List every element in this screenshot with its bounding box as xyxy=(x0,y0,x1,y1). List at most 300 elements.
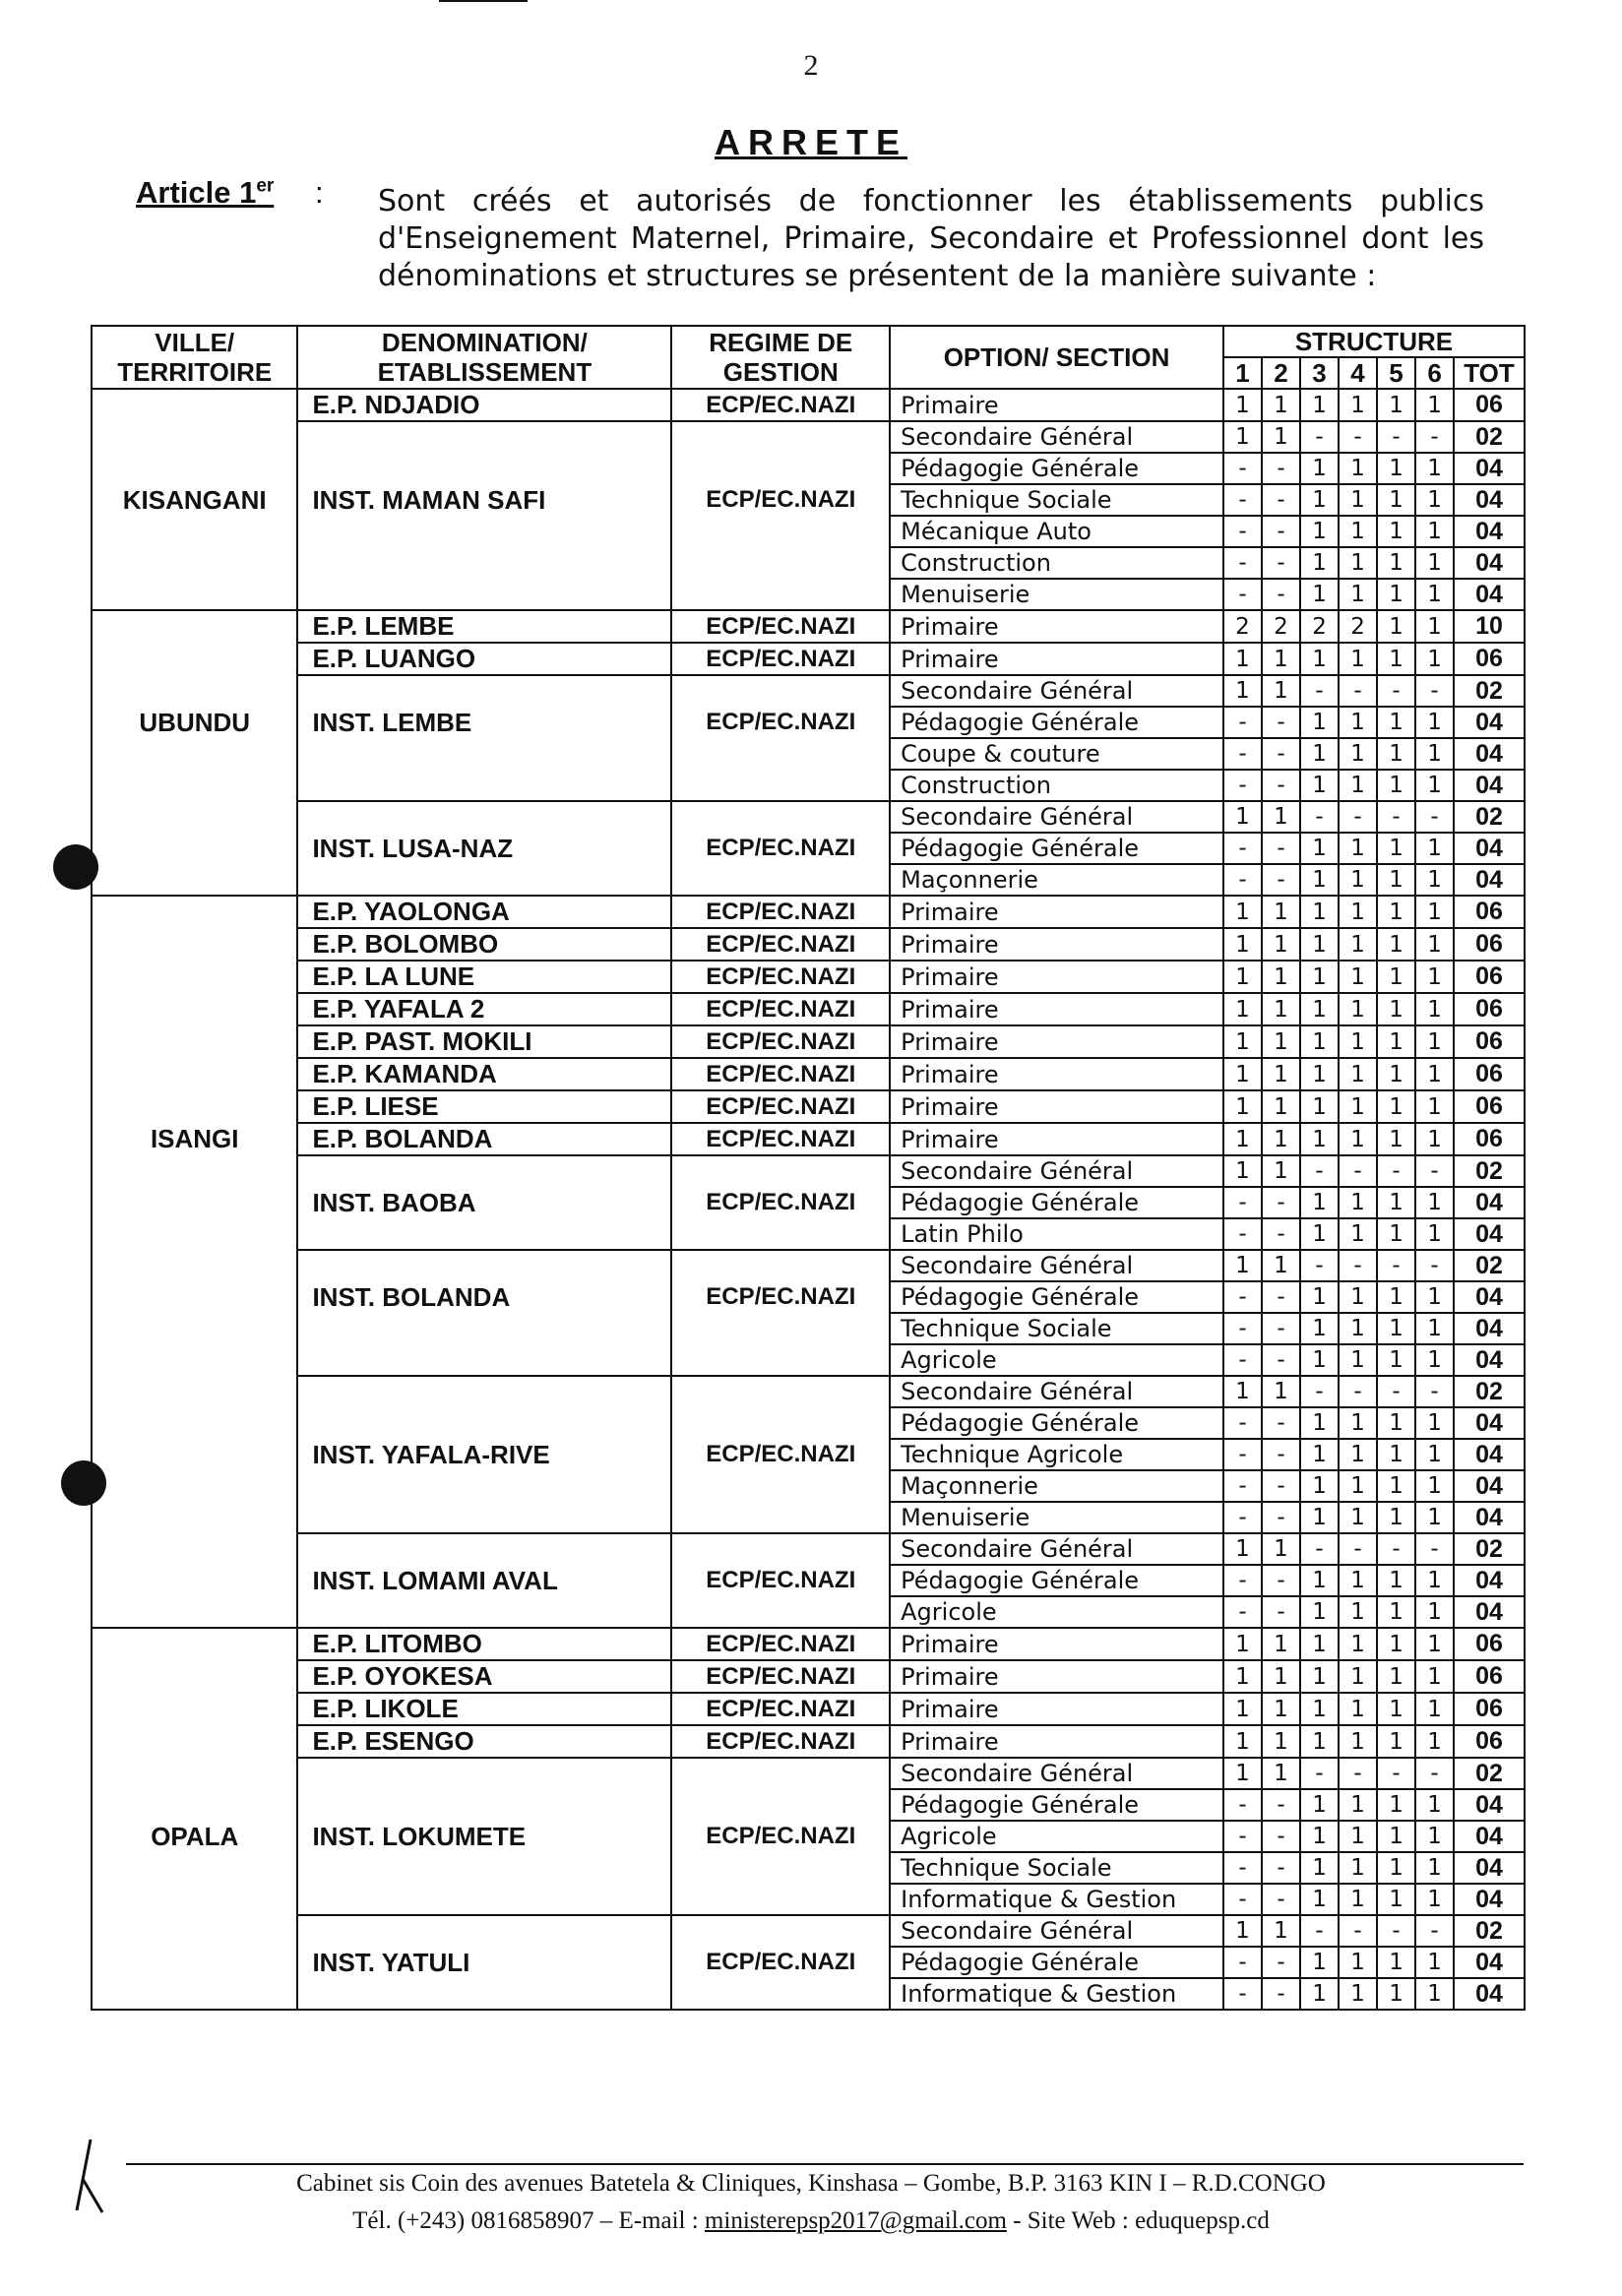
denomination-cell: E.P. YAOLONGA xyxy=(297,896,671,928)
structure-cell-3: - xyxy=(1300,1758,1339,1789)
option-cell: Pédagogie Générale xyxy=(890,453,1223,484)
structure-cell-4: - xyxy=(1339,1915,1377,1947)
option-cell: Secondaire Général xyxy=(890,1533,1223,1565)
structure-cell-6: 1 xyxy=(1415,1218,1454,1250)
table-row xyxy=(92,1250,1525,1281)
structure-cell-6: - xyxy=(1415,1758,1454,1789)
table-row xyxy=(92,928,1525,961)
ville-cell xyxy=(92,1025,297,1058)
structure-cell-3: 1 xyxy=(1300,1025,1339,1058)
structure-cell-1: 1 xyxy=(1223,1376,1262,1407)
denomination-cell xyxy=(297,1502,671,1533)
structure-cell-5: 1 xyxy=(1377,1187,1415,1218)
structure-cell-2: 1 xyxy=(1262,1025,1300,1058)
total-cell: 04 xyxy=(1454,1596,1525,1628)
total-cell: 04 xyxy=(1454,484,1525,516)
denomination-cell xyxy=(297,1218,671,1250)
regime-cell xyxy=(671,1376,890,1407)
structure-cell-4: 1 xyxy=(1339,1470,1377,1502)
ville-cell xyxy=(92,1502,297,1533)
ville-cell xyxy=(92,643,297,675)
regime-cell xyxy=(671,675,890,707)
table-row xyxy=(92,833,1525,864)
option-cell: Secondaire Général xyxy=(890,1758,1223,1789)
regime-cell xyxy=(671,770,890,801)
structure-cell-5: 1 xyxy=(1377,738,1415,770)
structure-cell-2: 1 xyxy=(1262,993,1300,1025)
structure-cell-5: 1 xyxy=(1377,1852,1415,1884)
structure-cell-6: 1 xyxy=(1415,833,1454,864)
total-cell: 02 xyxy=(1454,1758,1525,1789)
structure-cell-6: 1 xyxy=(1415,993,1454,1025)
structure-cell-1: - xyxy=(1223,453,1262,484)
table-row xyxy=(92,1470,1525,1502)
total-cell: 06 xyxy=(1454,389,1525,421)
table-row xyxy=(92,1821,1525,1852)
total-cell: 02 xyxy=(1454,421,1525,453)
table-row xyxy=(92,993,1525,1025)
option-cell: Pédagogie Générale xyxy=(890,1947,1223,1978)
regime-cell xyxy=(671,516,890,547)
structure-cell-6: 1 xyxy=(1415,1123,1454,1155)
option-cell: Maçonnerie xyxy=(890,864,1223,896)
structure-cell-5: 1 xyxy=(1377,579,1415,610)
structure-cell-4: 1 xyxy=(1339,1123,1377,1155)
total-cell: 04 xyxy=(1454,1281,1525,1313)
regime-cell: ECP/EC.NAZI xyxy=(671,1628,890,1660)
structure-cell-4: - xyxy=(1339,801,1377,833)
structure-cell-1: 1 xyxy=(1223,1123,1262,1155)
denomination-cell xyxy=(297,453,671,484)
structure-cell-6: 1 xyxy=(1415,1025,1454,1058)
structure-cell-2: - xyxy=(1262,516,1300,547)
structure-cell-6: 1 xyxy=(1415,1344,1454,1376)
structure-cell-5: 1 xyxy=(1377,833,1415,864)
structure-cell-6: 1 xyxy=(1415,1565,1454,1596)
regime-cell xyxy=(671,1533,890,1565)
total-cell: 04 xyxy=(1454,516,1525,547)
structure-cell-2: - xyxy=(1262,1187,1300,1218)
punch-hole xyxy=(61,1460,106,1506)
regime-cell: ECP/EC.NAZI xyxy=(671,993,890,1025)
total-cell: 06 xyxy=(1454,1628,1525,1660)
structure-cell-4: - xyxy=(1339,1758,1377,1789)
option-cell: Primaire xyxy=(890,1090,1223,1123)
total-cell: 04 xyxy=(1454,1821,1525,1852)
regime-cell: ECP/EC.NAZI xyxy=(671,896,890,928)
structure-cell-6: 1 xyxy=(1415,1439,1454,1470)
denomination-cell xyxy=(297,1407,671,1439)
structure-cell-3: 1 xyxy=(1300,1789,1339,1821)
regime-cell: ECP/EC.NAZI xyxy=(671,1821,890,1852)
denomination-cell xyxy=(297,801,671,833)
structure-cell-4: 1 xyxy=(1339,1281,1377,1313)
regime-cell: ECP/EC.NAZI xyxy=(671,1058,890,1090)
denomination-cell xyxy=(297,516,671,547)
denomination-cell: INST. YAFALA-RIVE xyxy=(297,1439,671,1470)
regime-cell xyxy=(671,738,890,770)
footer-address: Cabinet sis Coin des avenues Batetela & Cliniques, Kinshasa – Gombe, B.P. 3163 KIN I – R.D.CONGO xyxy=(296,2170,1326,2197)
structure-cell-2: - xyxy=(1262,1502,1300,1533)
total-cell: 02 xyxy=(1454,1155,1525,1187)
structure-cell-5: 1 xyxy=(1377,389,1415,421)
structure-cell-1: - xyxy=(1223,1281,1262,1313)
structure-cell-2: 1 xyxy=(1262,1155,1300,1187)
total-cell: 04 xyxy=(1454,1852,1525,1884)
option-cell: Menuiserie xyxy=(890,1502,1223,1533)
structure-cell-3: 1 xyxy=(1300,961,1339,993)
ville-cell xyxy=(92,961,297,993)
regime-cell xyxy=(671,1470,890,1502)
total-cell: 04 xyxy=(1454,1502,1525,1533)
structure-cell-4: 1 xyxy=(1339,833,1377,864)
structure-cell-1: 1 xyxy=(1223,961,1262,993)
structure-cell-3: 1 xyxy=(1300,484,1339,516)
structure-cell-5: 1 xyxy=(1377,1596,1415,1628)
ville-cell xyxy=(92,516,297,547)
option-cell: Primaire xyxy=(890,1693,1223,1725)
denomination-cell xyxy=(297,1470,671,1502)
structure-cell-6: 1 xyxy=(1415,1058,1454,1090)
structure-cell-6: 1 xyxy=(1415,643,1454,675)
total-cell: 02 xyxy=(1454,801,1525,833)
option-cell: Technique Agricole xyxy=(890,1439,1223,1470)
option-cell: Primaire xyxy=(890,896,1223,928)
structure-cell-2: 1 xyxy=(1262,801,1300,833)
structure-cell-2: 1 xyxy=(1262,961,1300,993)
ville-cell xyxy=(92,993,297,1025)
structure-cell-6: 1 xyxy=(1415,928,1454,961)
total-cell: 04 xyxy=(1454,1978,1525,2010)
structure-cell-4: 1 xyxy=(1339,1884,1377,1915)
option-cell: Informatique & Gestion xyxy=(890,1978,1223,2010)
structure-cell-5: 1 xyxy=(1377,1565,1415,1596)
structure-cell-2: - xyxy=(1262,1313,1300,1344)
structure-cell-5: 1 xyxy=(1377,1821,1415,1852)
structure-cell-6: 1 xyxy=(1415,610,1454,643)
structure-cell-6: 1 xyxy=(1415,770,1454,801)
structure-cell-2: - xyxy=(1262,1565,1300,1596)
denomination-cell: INST. BAOBA xyxy=(297,1187,671,1218)
structure-cell-5: 1 xyxy=(1377,707,1415,738)
option-cell: Pédagogie Générale xyxy=(890,833,1223,864)
structure-cell-2: - xyxy=(1262,864,1300,896)
structure-cell-3: 1 xyxy=(1300,1502,1339,1533)
header-c4: 4 xyxy=(1339,357,1377,389)
structure-cell-1: - xyxy=(1223,1470,1262,1502)
structure-cell-2: - xyxy=(1262,1470,1300,1502)
structure-cell-3: 1 xyxy=(1300,643,1339,675)
total-cell: 06 xyxy=(1454,961,1525,993)
regime-cell: ECP/EC.NAZI xyxy=(671,1025,890,1058)
denomination-cell xyxy=(297,1789,671,1821)
structure-cell-3: 1 xyxy=(1300,1058,1339,1090)
structure-cell-3: 1 xyxy=(1300,770,1339,801)
table-row xyxy=(92,1187,1525,1218)
regime-cell xyxy=(671,1596,890,1628)
structure-cell-3: 1 xyxy=(1300,738,1339,770)
structure-cell-6: - xyxy=(1415,801,1454,833)
establishments-table xyxy=(91,325,1526,2011)
structure-cell-5: - xyxy=(1377,801,1415,833)
structure-cell-4: 1 xyxy=(1339,389,1377,421)
total-cell: 02 xyxy=(1454,1376,1525,1407)
structure-cell-6: 1 xyxy=(1415,1978,1454,2010)
table-row xyxy=(92,547,1525,579)
table-header-row xyxy=(92,326,1525,357)
total-cell: 06 xyxy=(1454,1693,1525,1725)
option-cell: Primaire xyxy=(890,1628,1223,1660)
structure-cell-3: 1 xyxy=(1300,993,1339,1025)
total-cell: 02 xyxy=(1454,1915,1525,1947)
ville-cell: UBUNDU xyxy=(92,707,297,738)
structure-cell-2: - xyxy=(1262,1344,1300,1376)
structure-cell-6: 1 xyxy=(1415,1852,1454,1884)
header-regime: REGIME DE GESTION xyxy=(671,326,890,389)
option-cell: Pédagogie Générale xyxy=(890,1789,1223,1821)
structure-cell-4: 1 xyxy=(1339,1344,1377,1376)
table-row xyxy=(92,1789,1525,1821)
regime-cell: ECP/EC.NAZI xyxy=(671,1439,890,1470)
table-row xyxy=(92,1725,1525,1758)
structure-cell-6: - xyxy=(1415,1155,1454,1187)
option-cell: Construction xyxy=(890,547,1223,579)
table-row xyxy=(92,1058,1525,1090)
structure-cell-1: - xyxy=(1223,1407,1262,1439)
regime-cell xyxy=(671,1502,890,1533)
denomination-cell: E.P. PAST. MOKILI xyxy=(297,1025,671,1058)
ville-cell: ISANGI xyxy=(92,1123,297,1155)
table-row xyxy=(92,1660,1525,1693)
header-c6: 6 xyxy=(1415,357,1454,389)
structure-cell-1: - xyxy=(1223,864,1262,896)
structure-cell-2: 1 xyxy=(1262,675,1300,707)
table-row xyxy=(92,864,1525,896)
option-cell: Construction xyxy=(890,770,1223,801)
header-tot: TOT xyxy=(1454,357,1525,389)
structure-cell-3: - xyxy=(1300,801,1339,833)
structure-cell-6: 1 xyxy=(1415,707,1454,738)
ville-cell xyxy=(92,579,297,610)
top-mark xyxy=(439,0,528,2)
table-row xyxy=(92,896,1525,928)
regime-cell xyxy=(671,801,890,833)
regime-cell: ECP/EC.NAZI xyxy=(671,1693,890,1725)
ville-cell xyxy=(92,1789,297,1821)
table-row xyxy=(92,1025,1525,1058)
structure-cell-4: 1 xyxy=(1339,864,1377,896)
regime-cell xyxy=(671,864,890,896)
regime-cell: ECP/EC.NAZI xyxy=(671,961,890,993)
total-cell: 04 xyxy=(1454,1313,1525,1344)
ville-cell xyxy=(92,453,297,484)
structure-cell-5: 1 xyxy=(1377,1439,1415,1470)
denomination-cell xyxy=(297,1915,671,1947)
structure-cell-3: 1 xyxy=(1300,1470,1339,1502)
structure-cell-1: 1 xyxy=(1223,1058,1262,1090)
structure-cell-3: 1 xyxy=(1300,389,1339,421)
denomination-cell: E.P. YAFALA 2 xyxy=(297,993,671,1025)
structure-cell-3: - xyxy=(1300,675,1339,707)
total-cell: 04 xyxy=(1454,1439,1525,1470)
ville-cell xyxy=(92,1470,297,1502)
structure-cell-2: 1 xyxy=(1262,421,1300,453)
denomination-cell xyxy=(297,1596,671,1628)
regime-cell xyxy=(671,1155,890,1187)
structure-cell-1: - xyxy=(1223,770,1262,801)
structure-cell-1: - xyxy=(1223,516,1262,547)
regime-cell: ECP/EC.NAZI xyxy=(671,1090,890,1123)
ville-cell xyxy=(92,1596,297,1628)
structure-cell-2: - xyxy=(1262,1947,1300,1978)
regime-cell xyxy=(671,1852,890,1884)
total-cell: 04 xyxy=(1454,738,1525,770)
regime-cell xyxy=(671,1344,890,1376)
table-row xyxy=(92,516,1525,547)
table-row xyxy=(92,1502,1525,1533)
structure-cell-2: - xyxy=(1262,1407,1300,1439)
structure-cell-2: - xyxy=(1262,1789,1300,1821)
total-cell: 06 xyxy=(1454,1123,1525,1155)
denomination-cell: INST. BOLANDA xyxy=(297,1281,671,1313)
table-row xyxy=(92,1915,1525,1947)
option-cell: Primaire xyxy=(890,993,1223,1025)
structure-cell-4: - xyxy=(1339,421,1377,453)
table-row xyxy=(92,484,1525,516)
ville-cell xyxy=(92,1565,297,1596)
structure-cell-1: - xyxy=(1223,1821,1262,1852)
structure-cell-2: - xyxy=(1262,1884,1300,1915)
regime-cell xyxy=(671,453,890,484)
structure-cell-6: 1 xyxy=(1415,1407,1454,1439)
structure-cell-3: 1 xyxy=(1300,928,1339,961)
regime-cell: ECP/EC.NAZI xyxy=(671,484,890,516)
denomination-cell xyxy=(297,675,671,707)
structure-cell-3: 1 xyxy=(1300,1947,1339,1978)
structure-cell-1: - xyxy=(1223,1218,1262,1250)
structure-cell-2: - xyxy=(1262,1596,1300,1628)
regime-cell: ECP/EC.NAZI xyxy=(671,707,890,738)
regime-cell: ECP/EC.NAZI xyxy=(671,928,890,961)
structure-cell-2: 1 xyxy=(1262,1090,1300,1123)
option-cell: Technique Sociale xyxy=(890,1852,1223,1884)
option-cell: Agricole xyxy=(890,1344,1223,1376)
table-row xyxy=(92,1947,1525,1978)
structure-cell-1: 1 xyxy=(1223,421,1262,453)
ville-cell xyxy=(92,1852,297,1884)
structure-cell-6: 1 xyxy=(1415,1502,1454,1533)
option-cell: Pédagogie Générale xyxy=(890,1187,1223,1218)
ville-cell: OPALA xyxy=(92,1821,297,1852)
structure-cell-5: 1 xyxy=(1377,961,1415,993)
total-cell: 04 xyxy=(1454,1947,1525,1978)
structure-cell-2: 1 xyxy=(1262,1660,1300,1693)
option-cell: Primaire xyxy=(890,1123,1223,1155)
total-cell: 02 xyxy=(1454,675,1525,707)
structure-cell-4: 1 xyxy=(1339,516,1377,547)
structure-cell-6: - xyxy=(1415,1533,1454,1565)
structure-cell-1: 1 xyxy=(1223,1693,1262,1725)
structure-cell-6: - xyxy=(1415,421,1454,453)
option-cell: Secondaire Général xyxy=(890,1155,1223,1187)
structure-cell-2: - xyxy=(1262,770,1300,801)
ville-cell xyxy=(92,864,297,896)
structure-cell-3: 1 xyxy=(1300,1596,1339,1628)
structure-cell-1: 1 xyxy=(1223,675,1262,707)
structure-cell-1: - xyxy=(1223,1313,1262,1344)
structure-cell-6: 1 xyxy=(1415,516,1454,547)
table-row xyxy=(92,675,1525,707)
structure-cell-4: 1 xyxy=(1339,1596,1377,1628)
denomination-cell: INST. LEMBE xyxy=(297,707,671,738)
structure-cell-5: - xyxy=(1377,1915,1415,1947)
structure-cell-3: 1 xyxy=(1300,1884,1339,1915)
structure-cell-5: 1 xyxy=(1377,1693,1415,1725)
structure-cell-1: - xyxy=(1223,579,1262,610)
structure-cell-3: - xyxy=(1300,1533,1339,1565)
structure-cell-2: - xyxy=(1262,547,1300,579)
structure-cell-6: 1 xyxy=(1415,1281,1454,1313)
structure-cell-4: 1 xyxy=(1339,1693,1377,1725)
structure-cell-2: - xyxy=(1262,579,1300,610)
denomination-cell: INST. YATULI xyxy=(297,1947,671,1978)
structure-cell-6: 1 xyxy=(1415,1725,1454,1758)
denomination-cell xyxy=(297,770,671,801)
total-cell: 02 xyxy=(1454,1533,1525,1565)
structure-cell-4: 1 xyxy=(1339,1947,1377,1978)
structure-cell-5: 1 xyxy=(1377,1313,1415,1344)
structure-cell-3: 1 xyxy=(1300,1281,1339,1313)
structure-cell-5: 1 xyxy=(1377,1123,1415,1155)
option-cell: Secondaire Général xyxy=(890,421,1223,453)
structure-cell-3: 1 xyxy=(1300,579,1339,610)
header-c1: 1 xyxy=(1223,357,1262,389)
ville-cell xyxy=(92,1155,297,1187)
table-row xyxy=(92,1565,1525,1596)
structure-cell-4: 1 xyxy=(1339,770,1377,801)
ville-cell xyxy=(92,1693,297,1725)
structure-cell-4: 1 xyxy=(1339,1725,1377,1758)
ville-cell xyxy=(92,1947,297,1978)
total-cell: 04 xyxy=(1454,453,1525,484)
structure-cell-4: 1 xyxy=(1339,1313,1377,1344)
structure-cell-5: 1 xyxy=(1377,1660,1415,1693)
regime-cell xyxy=(671,1884,890,1915)
option-cell: Pédagogie Générale xyxy=(890,1565,1223,1596)
structure-cell-4: 1 xyxy=(1339,1978,1377,2010)
structure-cell-1: 1 xyxy=(1223,801,1262,833)
structure-cell-2: 1 xyxy=(1262,1376,1300,1407)
table-row xyxy=(92,1313,1525,1344)
structure-cell-1: - xyxy=(1223,1502,1262,1533)
regime-cell xyxy=(671,1313,890,1344)
structure-cell-4: 1 xyxy=(1339,1628,1377,1660)
ville-cell xyxy=(92,801,297,833)
structure-cell-3: - xyxy=(1300,1250,1339,1281)
option-cell: Maçonnerie xyxy=(890,1470,1223,1502)
structure-cell-1: 1 xyxy=(1223,1250,1262,1281)
option-cell: Primaire xyxy=(890,961,1223,993)
table-row xyxy=(92,1123,1525,1155)
footer-email[interactable]: ministerepsp2017@gmail.com xyxy=(704,2207,1007,2234)
ville-cell xyxy=(92,1376,297,1407)
regime-cell: ECP/EC.NAZI xyxy=(671,833,890,864)
total-cell: 06 xyxy=(1454,1660,1525,1693)
structure-cell-1: - xyxy=(1223,1852,1262,1884)
structure-cell-6: 1 xyxy=(1415,864,1454,896)
structure-cell-4: 1 xyxy=(1339,643,1377,675)
structure-cell-3: 1 xyxy=(1300,1313,1339,1344)
